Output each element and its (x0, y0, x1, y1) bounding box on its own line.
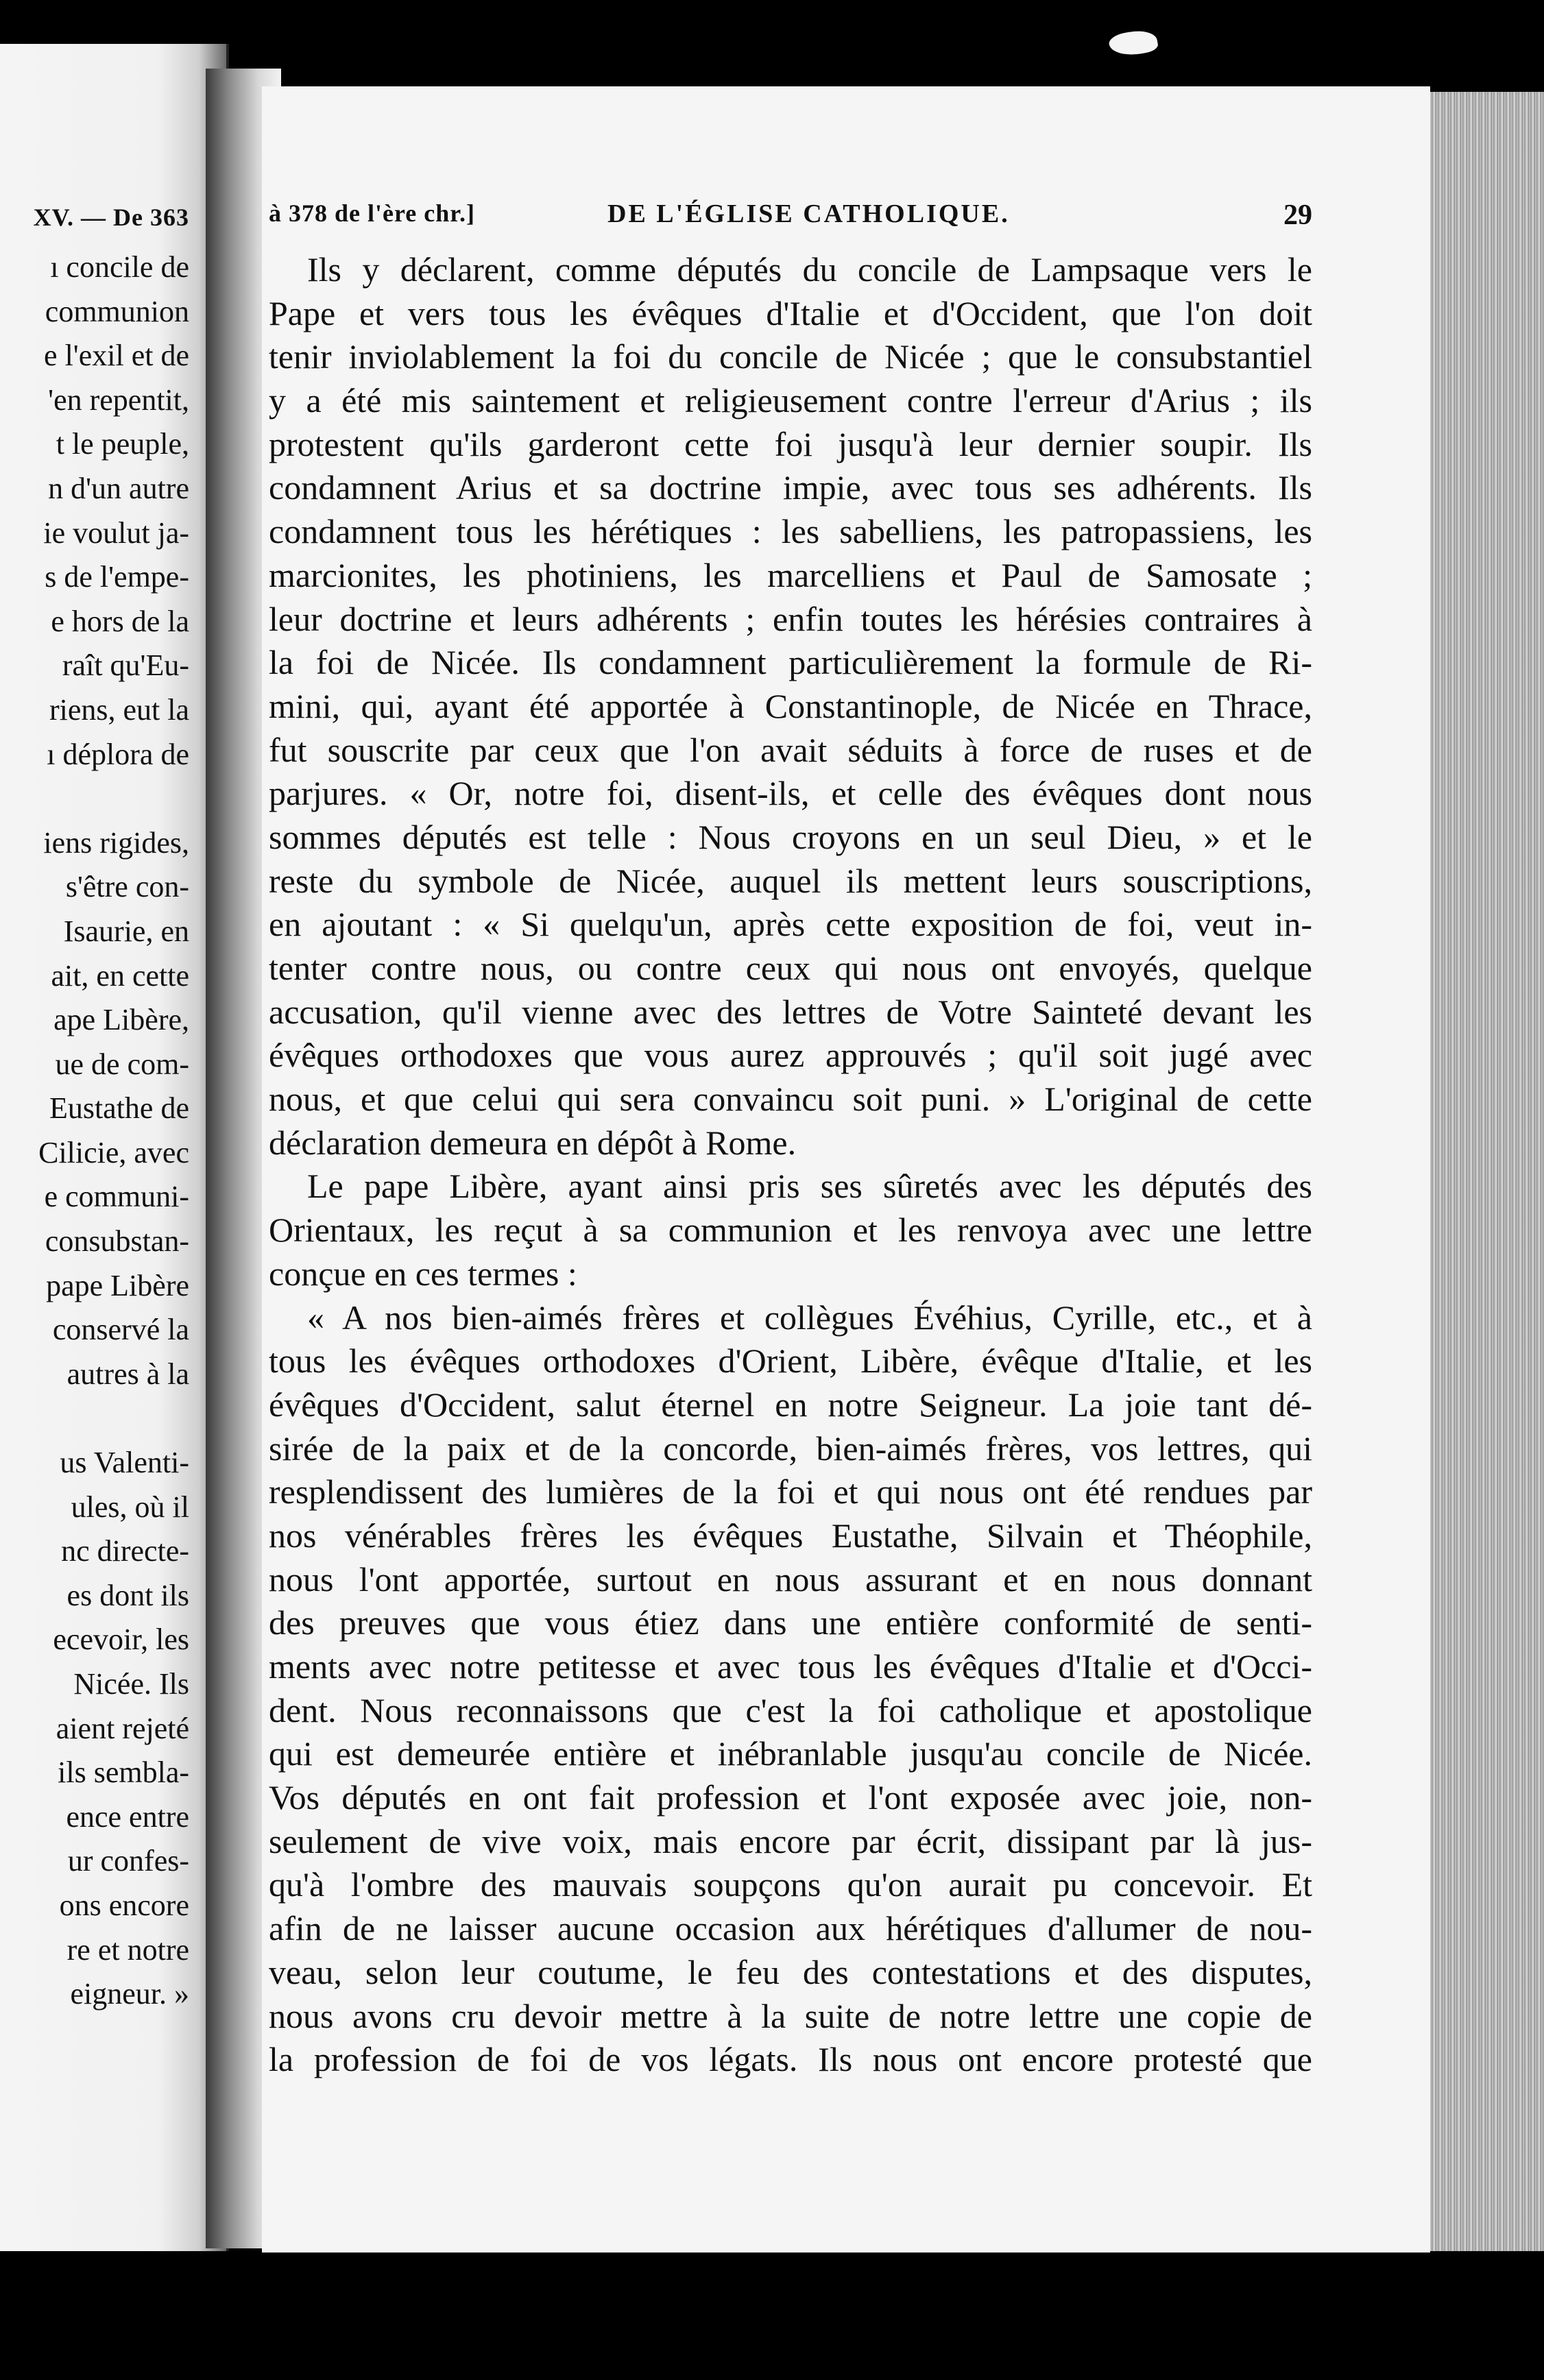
body-text (269, 248, 1312, 2082)
text-line: condamnent Arius et sa doctrine impie, avec tous ses adhérents. Ils (269, 468, 1312, 507)
text-line: accusation, qu'il vienne avec des lettres de Votre Sainteté devant les (269, 992, 1312, 1031)
previous-page-line: ur confes- (67, 1844, 189, 1878)
previous-page-line: e communi- (44, 1180, 189, 1214)
previous-page-line: autres à la (67, 1357, 189, 1391)
page-number: 29 (1283, 199, 1312, 231)
text-line: y a été mis saintement et religieusement contre l'erreur d'Arius ; ils (269, 381, 1312, 420)
text-line: Ils y déclarent, comme députés du concile de Lampsaque vers le (307, 250, 1312, 289)
previous-page-line: re et notre (67, 1932, 189, 1967)
text-line: « A nos bien-aimés frères et collègues Évéhius, Cyrille, etc., et à (307, 1298, 1312, 1337)
previous-page-line: communion (45, 294, 189, 328)
previous-page-line: ı concile de (50, 250, 189, 284)
text-line: tenter contre nous, ou contre ceux qui nous ont envoyés, quelque (269, 949, 1312, 987)
text-line: leur doctrine et leurs adhérents ; enfin toutes les hérésies contraires à (269, 599, 1312, 638)
previous-page-line: s de l'empe- (45, 560, 189, 594)
previous-page-line: us Valenti- (60, 1446, 189, 1480)
text-line: Vos députés en ont fait profession et l'ont exposée avec joie, non- (269, 1778, 1312, 1817)
text-line: reste du symbole de Nicée, auquel ils mettent leurs souscriptions, (269, 861, 1312, 900)
previous-page-line (0, 777, 189, 821)
text-line: qu'à l'ombre des mauvais soupçons qu'on aurait pu concevoir. Et (269, 1865, 1312, 1904)
text-line: évêques orthodoxes que vous aurez approuvés ; qu'il soit jugé avec (269, 1036, 1312, 1075)
text-line: resplendissent des lumières de la foi et qui nous ont été rendues par (269, 1472, 1312, 1511)
text-line: afin de ne laisser aucune occasion aux hérétiques d'allumer de nou- (269, 1909, 1312, 1948)
previous-page-line: ı déplora de (47, 737, 189, 771)
previous-page-line: Eustathe de (49, 1091, 189, 1126)
previous-page-line: Nicée. Ils (73, 1667, 189, 1701)
previous-page-line: nc directe- (61, 1534, 189, 1568)
previous-page-line: ules, où il (71, 1490, 189, 1524)
text-line: seulement de vive voix, mais encore par écrit, dissipant par là jus- (269, 1821, 1312, 1860)
text-line: protestent qu'ils garderont cette foi jusqu'à leur dernier soupir. Ils (269, 424, 1312, 463)
text-line: des preuves que vous étiez dans une entière conformité de senti- (269, 1603, 1312, 1642)
text-line: Orientaux, les reçut à sa communion et les renvoya avec une lettre (269, 1211, 1312, 1250)
text-line: nos vénérables frères les évêques Eustathe, Silvain et Théophile, (269, 1516, 1312, 1555)
previous-page-line: aient rejeté (56, 1711, 189, 1745)
previous-page-line: t le peuple, (56, 427, 189, 461)
text-line: sommes députés est telle : Nous croyons en un seul Dieu, » et le (269, 817, 1312, 856)
previous-page-line: n d'un autre (48, 471, 189, 505)
text-line: Le pape Libère, ayant ainsi pris ses sûretés avec les députés des (307, 1167, 1312, 1206)
text-line: tous les évêques orthodoxes d'Orient, Libère, évêque d'Italie, et les (269, 1341, 1312, 1381)
text-line: condamnent tous les hérétiques : les sabelliens, les patropassiens, les (269, 512, 1312, 551)
previous-page-line: ons encore (59, 1888, 189, 1922)
previous-page-line: raît qu'Eu- (62, 648, 189, 683)
previous-page-line: iens rigides, (43, 825, 189, 860)
text-line: en ajoutant : « Si quelqu'un, après cette exposition de foi, veut in- (269, 905, 1312, 944)
previous-page-line: e hors de la (51, 604, 189, 638)
previous-page-line: es dont ils (67, 1578, 189, 1612)
text-line: nous, et que celui qui sera convaincu soit puni. » L'original de cette (269, 1080, 1312, 1119)
header-date-range: à 378 de l'ère chr.] (269, 199, 475, 227)
previous-page-line: s'être con- (65, 870, 189, 904)
text-line: sirée de la paix et de la concorde, bien-aimés frères, vos lettres, qui (269, 1429, 1312, 1468)
text-line: dent. Nous reconnaissons que c'est la foi catholique et apostolique (269, 1690, 1312, 1729)
previous-page-line: ait, en cette (51, 958, 189, 993)
text-line: tenir inviolablement la foi du concile de Nicée ; que le consubstantiel (269, 337, 1312, 376)
previous-page-line: ie voulut ja- (43, 515, 189, 550)
previous-page-line: ils sembla- (58, 1756, 189, 1790)
previous-page-line (0, 1396, 189, 1441)
text-line: Pape et vers tous les évêques d'Italie et d'Occident, que l'on doit (269, 293, 1312, 332)
previous-page-line: eigneur. » (70, 1977, 189, 2011)
text-line: nous l'ont apportée, surtout en nous assurant et en nous donnant (269, 1559, 1312, 1599)
previous-page-text (0, 245, 189, 2017)
previous-page-line: ue de com- (55, 1047, 189, 1081)
running-header (269, 199, 1312, 240)
previous-page-line: riens, eut la (49, 692, 189, 727)
text-line: qui est demeurée entière et inébranlable jusqu'au concile de Nicée. (269, 1734, 1312, 1773)
previous-page-running-header: XV. — De 363 (33, 204, 189, 231)
previous-page-line: Cilicie, avec (38, 1135, 189, 1169)
text-line: mini, qui, ayant été apportée à Constantinople, de Nicée en Thrace, (269, 686, 1312, 725)
text-line: la foi de Nicée. Ils condamnent particulièrement la formule de Ri- (269, 643, 1312, 682)
previous-page-line: ence entre (66, 1799, 189, 1834)
header-title: DE L'ÉGLISE CATHOLIQUE. (607, 199, 1010, 228)
text-line: déclaration demeura en dépôt à Rome. (269, 1123, 797, 1162)
previous-page-line: Isaurie, en (63, 914, 189, 948)
text-line: la profession de foi de vos légats. Ils nous ont encore protesté que (269, 2040, 1312, 2079)
text-line: évêques d'Occident, salut éternel en notre Seigneur. La joie tant dé- (269, 1385, 1312, 1424)
previous-page-line: ape Libère, (53, 1003, 189, 1037)
previous-page-line: pape Libère (46, 1268, 189, 1302)
text-line: fut souscrite par ceux que l'on avait séduits à force de ruses et de (269, 730, 1312, 769)
text-line: parjures. « Or, notre foi, disent-ils, et celle des évêques dont nous (269, 774, 1312, 813)
previous-page-line: e l'exil et de (44, 339, 189, 373)
previous-page-line: 'en repentit, (48, 382, 189, 417)
text-line: nous avons cru devoir mettre à la suite de notre lettre une copie de (269, 1996, 1312, 2035)
text-line: conçue en ces termes : (269, 1254, 577, 1293)
text-line: ments avec notre petitesse et avec tous les évêques d'Italie et d'Occi- (269, 1647, 1312, 1686)
previous-page-line: ecevoir, les (53, 1623, 189, 1657)
text-line: veau, selon leur coutume, le feu des contestations et des disputes, (269, 1952, 1312, 1991)
previous-page-line: conservé la (52, 1313, 189, 1347)
book-page-edges (1430, 92, 1544, 2251)
paper-scrap (1108, 27, 1159, 59)
previous-page-line: consubstan- (45, 1224, 189, 1259)
text-line: marcionites, les photiniens, les marcelliens et Paul de Samosate ; (269, 555, 1312, 594)
